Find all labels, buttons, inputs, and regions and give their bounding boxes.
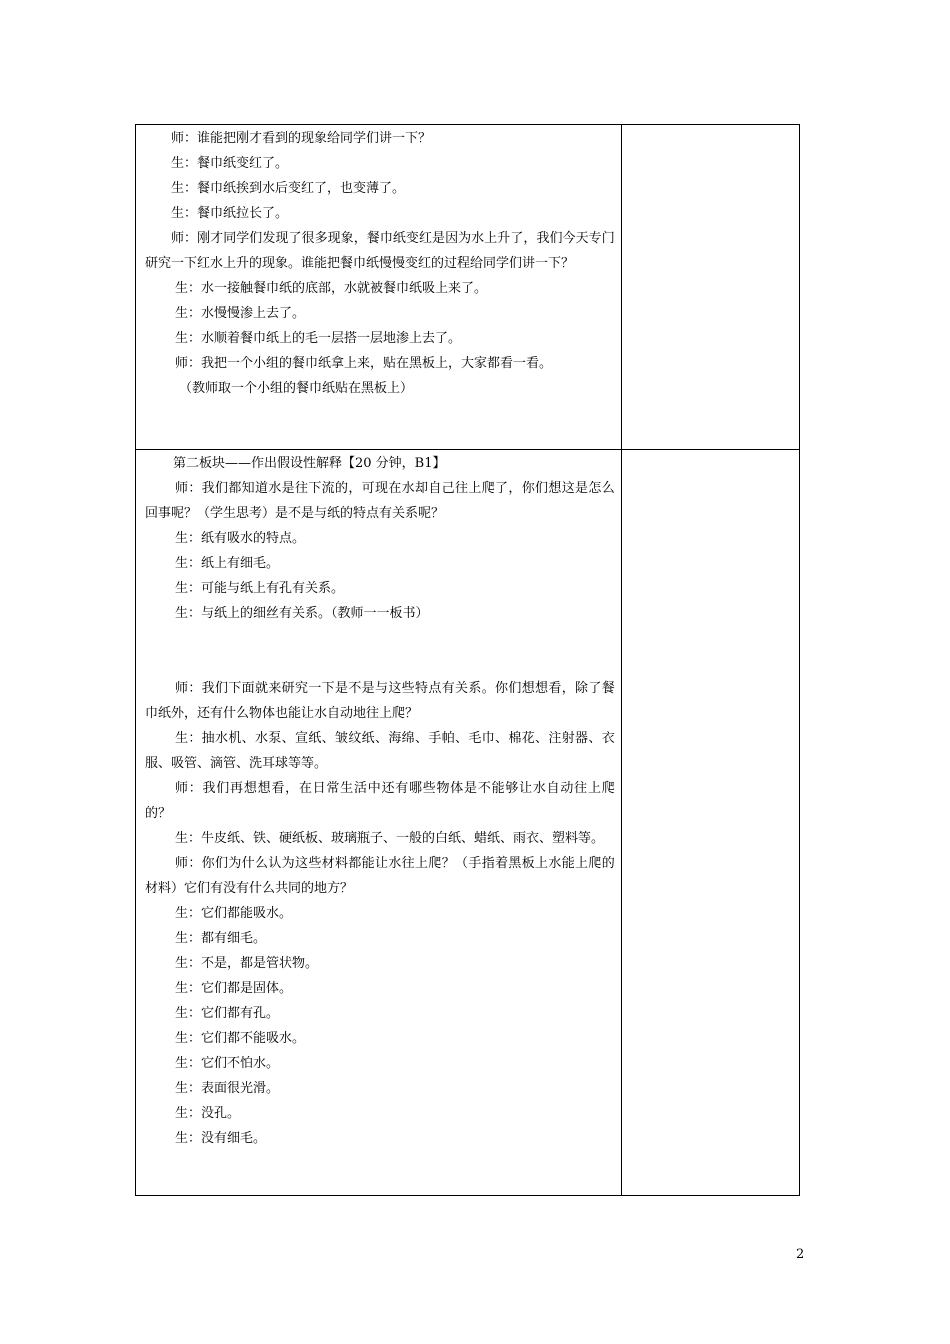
dialogue-line: 生：它们都有孔。 [175,1006,280,1021]
dialogue-line: 师：我们再想想看，在日常生活中还有哪些物体是不能够让水自动往上爬的？ [145,781,615,821]
dialogue-line: 生：水慢慢渗上去了。 [175,306,306,321]
dialogue-line: 生：它们都是固体。 [175,981,293,996]
dialogue-line: 师：我们都知道水是往下流的，可现在水却自己往上爬了，你们想这是怎么回事呢？（学生思考）是不是与纸的特点有关系呢？ [145,481,615,521]
dialogue-line: 生：不是，都是管状物。 [175,956,319,971]
main-cell [136,125,622,450]
blank-space [145,626,615,676]
dialogue-line: 师：我们下面就来研究一下是不是与这些特点有关系。你们想想看，除了餐巾纸外，还有什么物体也能让水自动地往上爬？ [145,681,615,721]
main-cell [136,450,622,1196]
dialogue-line: 生：它们都能吸水。 [175,906,293,921]
dialogue-line: 生：纸上有细毛。 [175,556,280,571]
stage-note: （教师取一个小组的餐巾纸贴在黑板上） [179,381,414,396]
section-heading: 第二板块——作出假设性解释【20 分钟，B1】 [173,456,446,471]
dialogue-line: 生：它们都不能吸水。 [175,1031,306,1046]
dialogue-line: 生：抽水机、水泵、宣纸、皱纹纸、海绵、手帕、毛巾、棉花、注射器、衣服、吸管、滴管、洗耳球等等。 [145,731,615,771]
dialogue-line: 师：谁能把刚才看到的现象给同学们讲一下？ [171,131,432,146]
block-2-content [136,450,621,1195]
table-row [136,125,800,450]
side-note-cell [621,125,799,450]
dialogue-line: 生：与纸上的细丝有关系。（教师一一板书） [175,606,429,621]
dialogue-line: 生：都有细毛。 [175,931,267,946]
dialogue-line: 生：没有细毛。 [175,1131,267,1146]
dialogue-line: 生：餐巾纸挨到水后变红了，也变薄了。 [171,181,406,196]
table-row [136,450,800,1196]
dialogue-line: 生：水一接触餐巾纸的底部，水就被餐巾纸吸上来了。 [175,281,488,296]
dialogue-line: 生：纸有吸水的特点。 [175,531,306,546]
dialogue-line: 生：水顺着餐巾纸上的毛一层搭一层地渗上去了。 [175,331,462,346]
page-number: 2 [796,1247,805,1262]
dialogue-line: 生：可能与纸上有孔有关系。 [175,581,345,596]
dialogue-line: 生：表面很光滑。 [175,1081,280,1096]
dialogue-line: 师：你们为什么认为这些材料都能让水往上爬？（手指着黑板上水能上爬的材料）它们有没有什么共同的地方？ [145,856,615,896]
dialogue-line: 生：餐巾纸变红了。 [171,156,289,171]
dialogue-line: 师：我把一个小组的餐巾纸拿上来，贴在黑板上，大家都看一看。 [175,356,553,371]
dialogue-line: 生：牛皮纸、铁、硬纸板、玻璃瓶子、一般的白纸、蜡纸、雨衣、塑料等。 [175,831,605,846]
dialogue-line: 师：刚才同学们发现了很多现象，餐巾纸变红是因为水上升了，我们今天专门研究一下红水上升的现象。谁能把餐巾纸慢慢变红的过程给同学们讲一下？ [145,231,615,271]
dialogue-line: 生：餐巾纸拉长了。 [171,206,289,221]
lesson-table [135,124,800,1196]
block-1-content [136,125,621,449]
dialogue-line: 生：它们不怕水。 [175,1056,280,1071]
side-note-cell [621,450,799,1196]
dialogue-line: 生：没孔。 [175,1106,241,1121]
